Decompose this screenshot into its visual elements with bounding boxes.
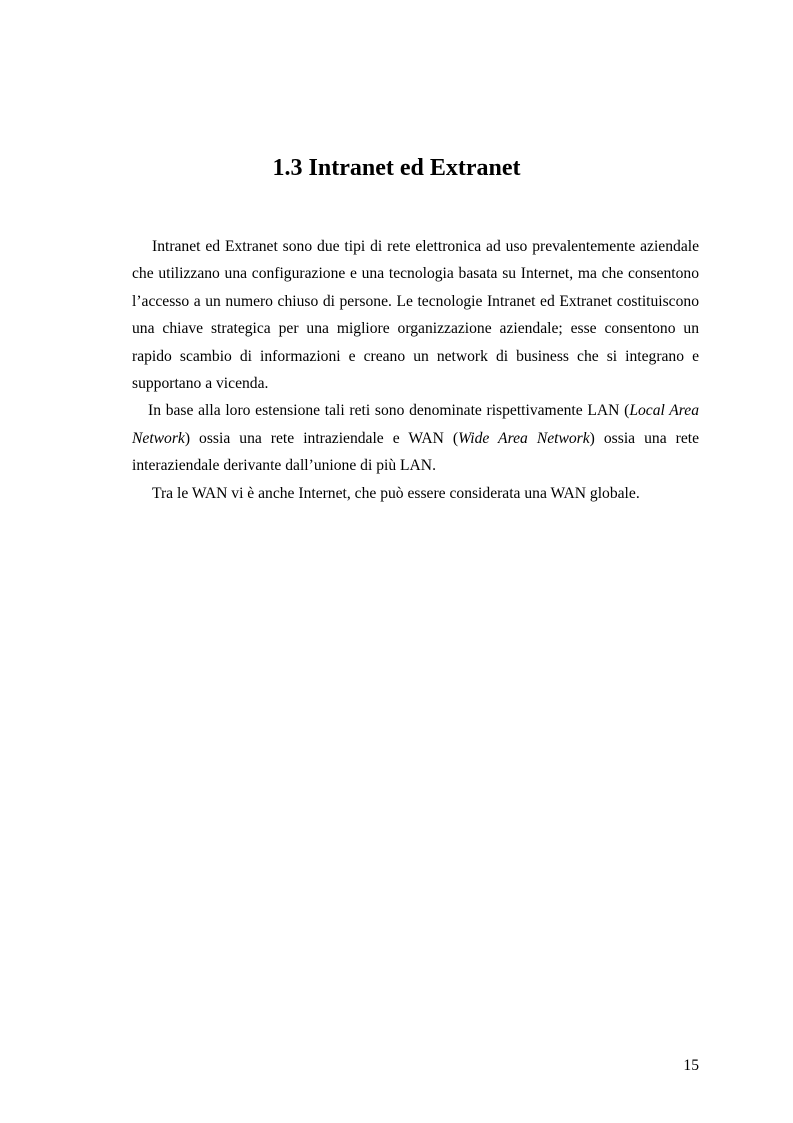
paragraph-lan-wan-text-b: ) ossia una rete intraziendale e WAN ( (184, 429, 459, 447)
lan-term: Local Area Network (132, 402, 700, 447)
section-title: 1.3 Intranet ed Extranet (272, 155, 521, 181)
paragraph-internet: Tra le WAN vi è anche Internet, che può essere considerata una WAN globale. (152, 484, 640, 502)
paragraph-lan-wan (132, 397, 699, 479)
wan-term: Wide Area Network (458, 429, 590, 447)
paragraph-lan-wan-text-c: ) ossia una rete interaziendale derivante dall’unione di più LAN. (132, 429, 700, 475)
paragraph-intro: Intranet ed Extranet sono due tipi di rete elettronica ad uso prevalentemente aziendale che utilizzano una configurazione e una tecnologia basata su Internet, ma che consentono l’accesso a un numero chiuso di persone. Le tecnologie Intranet ed Extranet costituiscono una chiave strategica per una migliore organizzazione aziendale; esse consentono un rapido scambio di informazioni e creano un network di business che si integrano e supportano a vicenda. (132, 238, 699, 393)
section-body (132, 233, 699, 507)
page-number: 15 (683, 1057, 699, 1074)
paragraph-lan-wan-text-a: In base alla loro estensione tali reti sono denominate rispettivamente LAN ( (148, 402, 630, 420)
